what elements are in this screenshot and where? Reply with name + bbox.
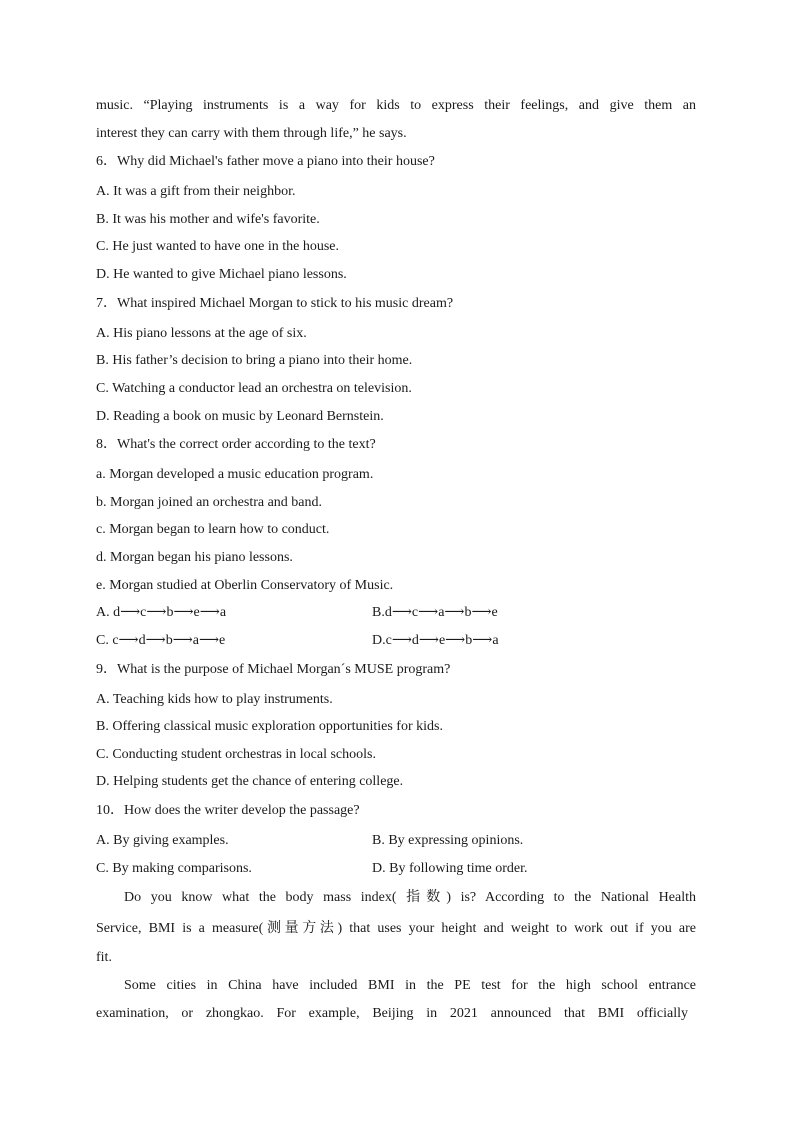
option-b: B. Offering classical music exploration opportunities for kids. [96,719,443,734]
option-b: B. By expressing opinions. [372,833,524,848]
question-stem: 8．What's the correct order according to the text? [96,437,376,452]
option-a: A. It was a gift from their neighbor. [96,184,296,199]
option-c: C. By making comparisons. [96,861,252,876]
option-b: B. It was his mother and wife's favorite. [96,212,320,227]
question-stem: 7．What inspired Michael Morgan to stick to his music dream? [96,296,454,311]
question-stem: 9．What is the purpose of Michael Morgan´s MUSE program? [96,662,451,677]
option-d: D. By following time order. [372,861,528,876]
event-d: d. Morgan began his piano lessons. [96,550,293,565]
option-b: B.d⟶c⟶a⟶b⟶e [372,605,498,620]
passage-line: interest they can carry with them through life,” he says. [96,126,407,141]
option-a: A. His piano lessons at the age of six. [96,326,307,341]
option-c: C. Conducting student orchestras in local schools. [96,747,376,762]
paragraph-line: Do you know what the body mass index( 指数) is? According to the National Health [124,890,696,905]
event-e: e. Morgan studied at Oberlin Conservatory of Music. [96,578,394,593]
paragraph-line: Service, BMI is a measure(测量方法) that uses your height and weight to work out if you are [96,921,696,936]
option-a: A. d⟶c⟶b⟶e⟶a [96,605,227,620]
option-b: B. His father’s decision to bring a piano into their home. [96,353,413,368]
event-a: a. Morgan developed a music education program. [96,467,374,482]
option-d: D. Helping students get the chance of entering college. [96,774,404,789]
passage-line: music. “Playing instruments is a way for kids to express their feelings, and give them an [96,98,696,113]
option-d: D. He wanted to give Michael piano lessons. [96,267,347,282]
paragraph-line: fit. [96,950,112,965]
option-c: C. Watching a conductor lead an orchestra on television. [96,381,412,396]
option-c: C. c⟶d⟶b⟶a⟶e [96,633,226,648]
event-c: c. Morgan began to learn how to conduct. [96,522,330,537]
question-stem: 10．How does the writer develop the passage? [96,803,360,818]
option-d: D. Reading a book on music by Leonard Bernstein. [96,409,384,424]
option-a: A. Teaching kids how to play instruments. [96,692,333,707]
paragraph-line: examination, or zhongkao. For example, Beijing in 2021 announced that BMI officially [96,1006,688,1021]
question-stem: 6．Why did Michael's father move a piano into their house? [96,154,435,169]
paragraph-line: Some cities in China have included BMI in the PE test for the high school entrance [124,978,696,993]
option-a: A. By giving examples. [96,833,229,848]
option-d: D.c⟶d⟶e⟶b⟶a [372,633,499,648]
event-b: b. Morgan joined an orchestra and band. [96,495,323,510]
option-c: C. He just wanted to have one in the house. [96,239,340,254]
